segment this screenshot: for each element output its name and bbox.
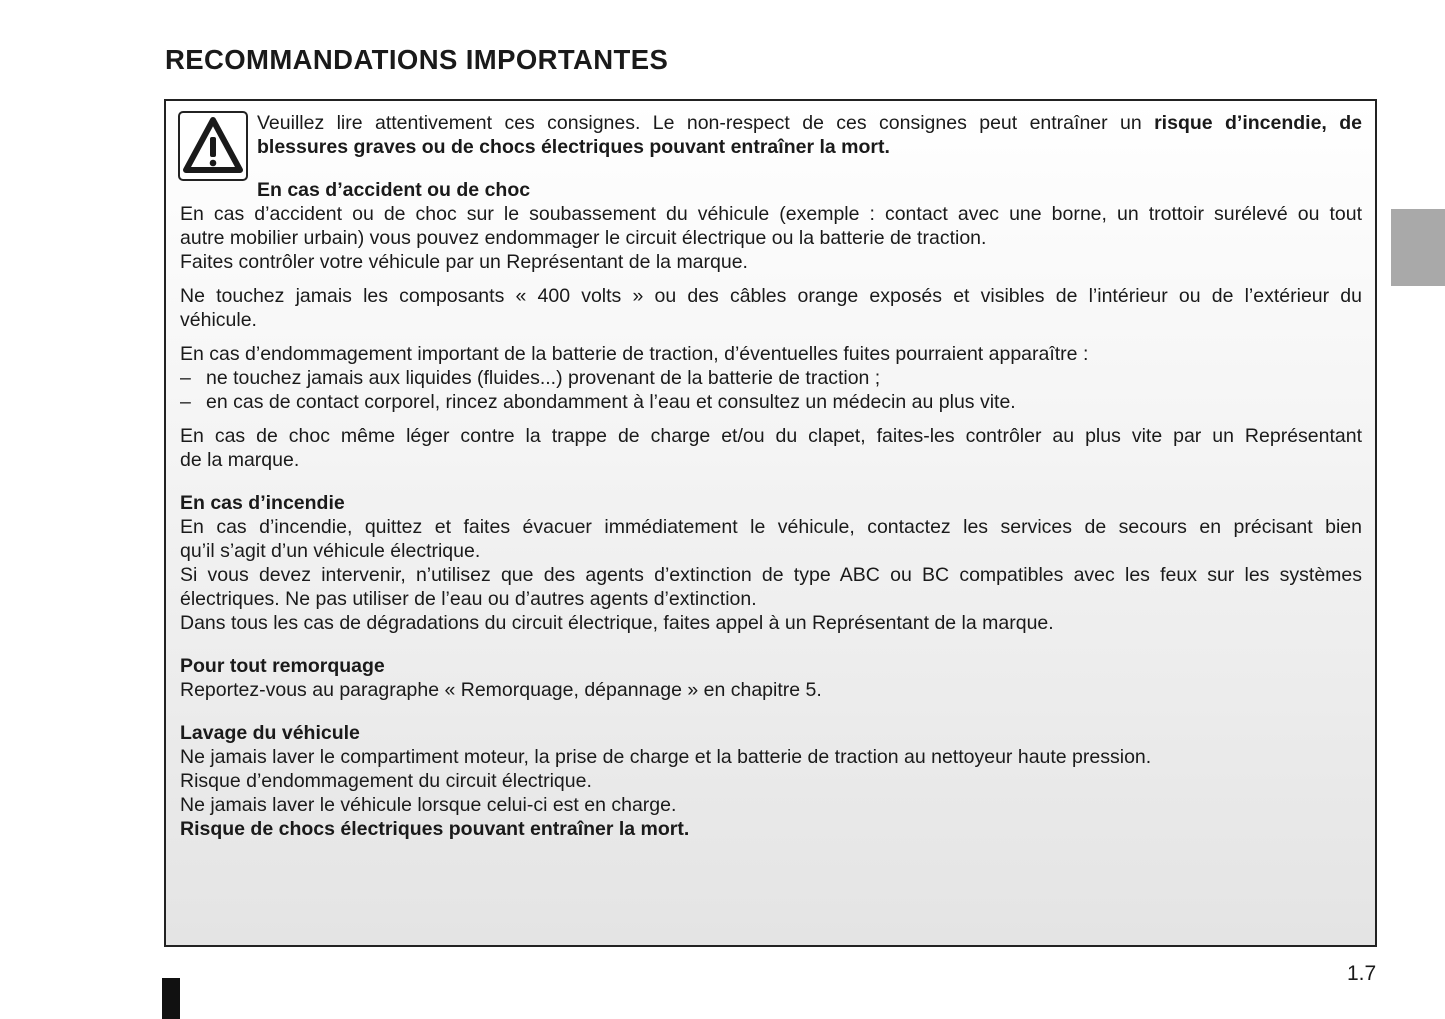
- text-line: Ne touchez jamais les composants « 400 volts » ou des câbles orange exposés et visibles de l’intérieur ou de l’extérieur du: [180, 285, 1362, 307]
- text-line: Ne jamais laver le véhicule lorsque celui-ci est en charge.: [180, 794, 677, 816]
- intro-bold: risque d’incendie, de: [1154, 112, 1362, 134]
- text-line: Reportez-vous au paragraphe « Remorquage, dépannage » en chapitre 5.: [180, 679, 822, 701]
- text-line: qu’il s’agit d’un véhicule électrique.: [180, 540, 481, 562]
- dash: –: [180, 367, 191, 389]
- chapter-tab: [1391, 209, 1445, 286]
- text-line: En cas d’accident ou de choc sur le soubassement du véhicule (exemple : contact avec une borne, un trottoir surélevé ou tout: [180, 203, 1362, 225]
- warning-box: [164, 99, 1377, 947]
- list-item-text: en cas de contact corporel, rincez abondamment à l’eau et consultez un médecin au plus vite.: [206, 391, 1016, 413]
- document-body: [180, 111, 1362, 841]
- dash: –: [180, 391, 191, 413]
- page-title: RECOMMANDATIONS IMPORTANTES: [165, 44, 669, 75]
- text-line: Risque d’endommagement du circuit électrique.: [180, 770, 592, 792]
- text-line: de la marque.: [180, 449, 300, 471]
- list-item-text: ne touchez jamais aux liquides (fluides...) provenant de la batterie de traction ;: [206, 367, 881, 389]
- list-item: [180, 366, 1362, 390]
- text-line: électriques. Ne pas utiliser de l’eau ou d’autres agents d’extinction.: [180, 588, 757, 610]
- text-line: véhicule.: [180, 309, 257, 331]
- text-line: Si vous devez intervenir, n’utilisez que des agents d’extinction de type ABC ou BC compatibles avec les feux sur les systèmes: [180, 564, 1362, 586]
- intro-text: Veuillez lire attentivement ces consignes. Le non-respect de ces consignes peut entraîner un: [257, 112, 1155, 134]
- section-heading-incendie: En cas d’incendie: [180, 492, 345, 514]
- section-heading-accident: En cas d’accident ou de choc: [257, 179, 531, 201]
- text-line: Ne jamais laver le compartiment moteur, la prise de charge et la batterie de traction au nettoyeur haute pression.: [180, 746, 1152, 768]
- text-line: Dans tous les cas de dégradations du circuit électrique, faites appel à un Représentant de la marque.: [180, 612, 1054, 634]
- list-item: [180, 390, 1362, 414]
- text-line: En cas d’endommagement important de la batterie de traction, d’éventuelles fuites pourraient apparaître :: [180, 343, 1089, 365]
- text-line: En cas de choc même léger contre la trappe de charge et/ou du clapet, faites-les contrôler au plus vite par un Représentant: [180, 425, 1362, 447]
- page-marker-bar: [162, 978, 180, 1019]
- intro-line-1: [180, 111, 1362, 135]
- section-heading-remorquage: Pour tout remorquage: [180, 655, 385, 677]
- section-heading-lavage: Lavage du véhicule: [180, 722, 360, 744]
- text-line: Faites contrôler votre véhicule par un Représentant de la marque.: [180, 251, 748, 273]
- text-line: autre mobilier urbain) vous pouvez endommager le circuit électrique ou la batterie de traction.: [180, 227, 987, 249]
- page-number: 1.7: [1347, 962, 1377, 985]
- text-line: En cas d’incendie, quittez et faites évacuer immédiatement le véhicule, contactez les services de secours en précisant bien: [180, 516, 1362, 538]
- intro-line-2: blessures graves ou de chocs électriques pouvant entraîner la mort.: [257, 136, 890, 158]
- text-line-bold: Risque de chocs électriques pouvant entraîner la mort.: [180, 818, 690, 840]
